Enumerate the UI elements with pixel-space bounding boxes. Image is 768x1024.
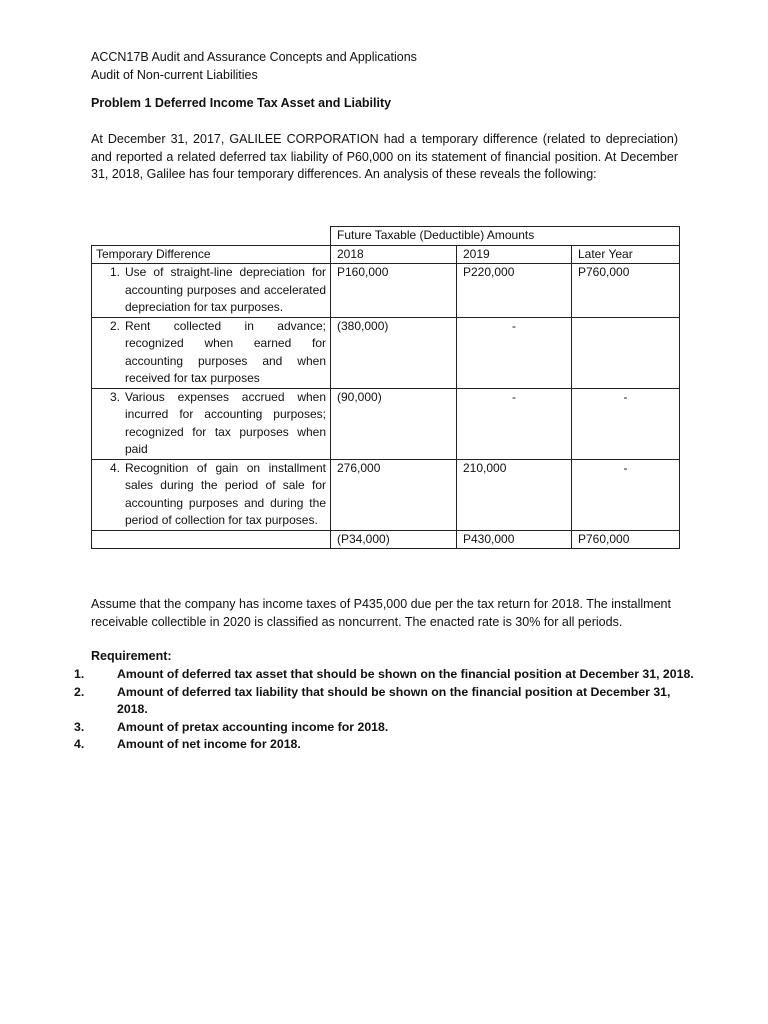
- requirement-number: 2.: [74, 684, 85, 699]
- cell-later: -: [572, 459, 680, 530]
- cell-2018: 276,000: [331, 459, 457, 530]
- topic-title: Audit of Non-current Liabilities: [91, 68, 258, 82]
- year-header-2018: 2018: [331, 245, 457, 264]
- year-header-later: Later Year: [572, 245, 680, 264]
- requirement-number: 4.: [74, 737, 85, 751]
- cell-2019: -: [457, 388, 572, 459]
- cell-later: [572, 317, 680, 388]
- total-2018: (P34,000): [331, 530, 457, 549]
- table-row: [92, 459, 680, 530]
- list-item: [60, 684, 700, 719]
- intro-paragraph: At December 31, 2017, GALILEE CORPORATION had a temporary difference (related to depreciation) and reported a related deferred tax liability of P60,000 on its statement of financial position. At December 31, 2018, Galilee has four temporary differences. An analysis of these reveals the following:: [91, 132, 678, 181]
- cell-2019: P220,000: [457, 264, 572, 318]
- cell-2019: 210,000: [457, 459, 572, 530]
- course-title: ACCN17B Audit and Assurance Concepts and Applications: [91, 50, 417, 64]
- cell-2018: (380,000): [331, 317, 457, 388]
- requirement-text: Amount of net income for 2018.: [117, 737, 301, 751]
- future-amounts-header: Future Taxable (Deductible) Amounts: [331, 227, 680, 246]
- item-number: 3.: [109, 389, 120, 404]
- requirement-text: Amount of pretax accounting income for 2018.: [117, 719, 389, 734]
- cell-later: P760,000: [572, 264, 680, 318]
- requirement-list: [60, 666, 700, 754]
- temporary-difference-header: Temporary Difference: [92, 245, 331, 264]
- total-later: P760,000: [572, 530, 680, 549]
- document-header: [91, 48, 417, 84]
- item-number: 4.: [109, 460, 120, 475]
- year-header-2019: 2019: [457, 245, 572, 264]
- table-row: [92, 264, 680, 318]
- cell-later: -: [572, 388, 680, 459]
- list-item: [60, 719, 700, 737]
- table-column-header-row: [92, 245, 680, 264]
- requirement-text: Amount of deferred tax asset that should be shown on the financial position at December 31, 2018.: [117, 667, 694, 681]
- table-row: [92, 388, 680, 459]
- item-description: Use of straight-line depreciation for accounting purposes and accelerated depreciation for tax purposes.: [125, 265, 326, 314]
- requirement-number: 1.: [74, 667, 85, 681]
- cell-2018: P160,000: [331, 264, 457, 318]
- assumption-paragraph: Assume that the company has income taxes of P435,000 due per the tax return for 2018. The installment receivable collectible in 2020 is classified as noncurrent. The enacted rate is 30% for all periods.: [91, 597, 671, 629]
- temporary-differences-table: [91, 226, 680, 549]
- list-item: [60, 736, 700, 754]
- requirement-heading: Requirement:: [91, 649, 172, 663]
- total-2019: P430,000: [457, 530, 572, 549]
- cell-2019: -: [457, 317, 572, 388]
- item-number: 1.: [109, 265, 120, 279]
- item-description: Rent collected in advance; recognized when earned for accounting purposes and when received for tax purposes: [125, 318, 326, 385]
- problem-title: Problem 1 Deferred Income Tax Asset and Liability: [91, 96, 392, 110]
- table-row: [92, 317, 680, 388]
- cell-2018: (90,000): [331, 388, 457, 459]
- table-totals-row: [92, 530, 680, 549]
- item-description: Recognition of gain on installment sales during the period of sale for accounting purposes and during the period of collection for tax purposes.: [125, 460, 326, 527]
- requirement-text: Amount of deferred tax liability that should be shown on the financial position at December 31, 2018.: [117, 684, 671, 716]
- list-item: [60, 666, 700, 684]
- table-group-header-row: [92, 227, 680, 246]
- item-number: 2.: [109, 318, 120, 333]
- requirement-number: 3.: [74, 719, 85, 734]
- item-description: Various expenses accrued when incurred for accounting purposes; recognized for tax purposes when paid: [125, 389, 326, 456]
